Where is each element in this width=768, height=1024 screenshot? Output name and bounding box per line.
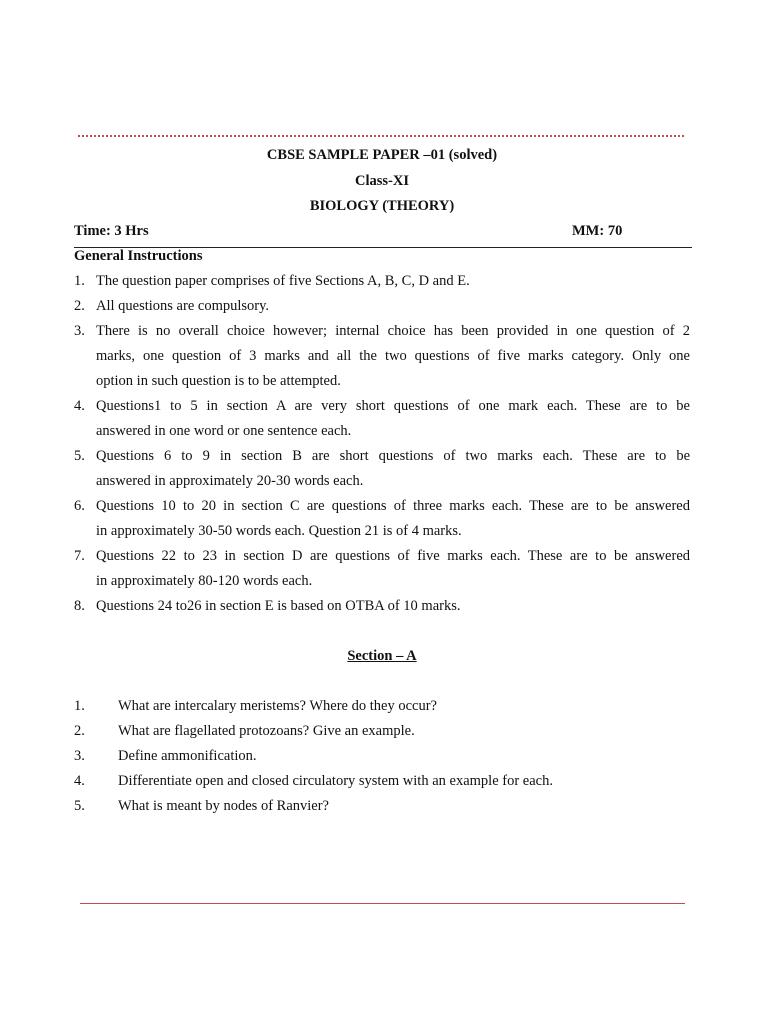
question-text: What are flagellated protozoans? Give an example.	[118, 723, 415, 739]
instruction-line: in approximately 80-120 words each.	[96, 573, 313, 589]
question-text: What are intercalary meristems? Where do they occur?	[118, 698, 437, 714]
instruction-number: 2.	[74, 298, 85, 314]
paper-title: CBSE SAMPLE PAPER –01 (solved)	[266, 147, 498, 163]
instruction-number: 6.	[74, 498, 85, 514]
class-label: Class-XI	[355, 173, 409, 189]
header-divider	[78, 135, 684, 137]
question-number: 1.	[74, 698, 85, 714]
instruction-line: Questions1 to 5 in section A are very short questions of one mark each. These are to be	[96, 398, 690, 414]
instruction-line: answered in one word or one sentence each.	[96, 423, 352, 439]
instruction-line: There is no overall choice however; internal choice has been provided in one question of 2	[96, 323, 690, 339]
instruction-number: 4.	[74, 398, 85, 414]
question-number: 2.	[74, 723, 85, 739]
instruction-line: answered in approximately 20-30 words each.	[96, 473, 364, 489]
subject-label: BIOLOGY (THEORY)	[309, 198, 455, 214]
instruction-line: in approximately 30-50 words each. Question 21 is of 4 marks.	[96, 523, 462, 539]
instruction-number: 3.	[74, 323, 85, 339]
instruction-line: Questions 24 to26 in section E is based on OTBA of 10 marks.	[96, 598, 461, 614]
section-a-title: Section – A	[347, 648, 417, 664]
question-text: Define ammonification.	[118, 748, 257, 764]
instruction-number: 7.	[74, 548, 85, 564]
instruction-line: The question paper comprises of five Sections A, B, C, D and E.	[96, 273, 470, 289]
instruction-line: marks, one question of 3 marks and all the two questions of five marks category. Only one	[96, 348, 690, 364]
instruction-number: 8.	[74, 598, 85, 614]
footer-divider	[80, 903, 685, 904]
question-number: 4.	[74, 773, 85, 789]
question-text: Differentiate open and closed circulatory system with an example for each.	[118, 773, 553, 789]
instruction-line: Questions 22 to 23 in section D are questions of five marks each. These are to be answered	[96, 548, 690, 564]
instruction-number: 5.	[74, 448, 85, 464]
instruction-line: Questions 6 to 9 in section B are short questions of two marks each. These are to be	[96, 448, 690, 464]
instruction-number: 1.	[74, 273, 85, 289]
question-text: What is meant by nodes of Ranvier?	[118, 798, 329, 814]
question-number: 3.	[74, 748, 85, 764]
instruction-line: option in such question is to be attempted.	[96, 373, 341, 389]
instruction-line: All questions are compulsory.	[96, 298, 270, 314]
marks-label: MM: 70	[572, 223, 623, 239]
time-label: Time: 3 Hrs	[74, 223, 149, 239]
question-number: 5.	[74, 798, 85, 814]
instructions-heading: General Instructions	[74, 248, 203, 264]
instruction-line: Questions 10 to 20 in section C are questions of three marks each. These are to be answered	[96, 498, 690, 514]
